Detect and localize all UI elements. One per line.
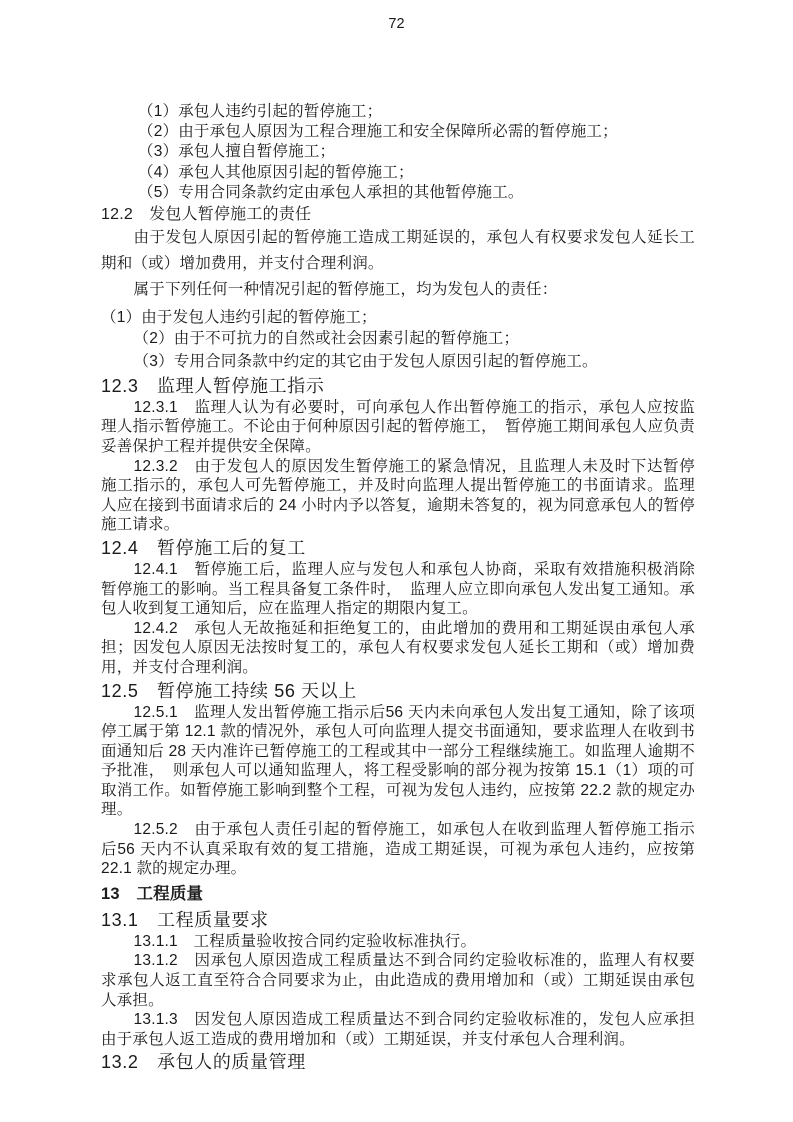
clause-12-3-1: 12.3.1 监理人认为有必要时，可向承包人作出暂停施工的指示，承包人应按监理人指示暂停施工。不论由于何种原因引起的暂停施工， 暂停施工期间承包人应负责妥善保护工程并提供安全保障。	[101, 398, 695, 455]
heading-13-1: 13.1 工程质量要求	[101, 909, 269, 930]
para-12-2-1: 由于发包人原因引起的暂停施工造成工期延误的，承包人有权要求发包人延长工期和（或）增加费用，并支付合理利润。	[101, 229, 695, 273]
owner-list-item-1: （1）由于发包人违约引起的暂停施工；	[101, 309, 377, 327]
list-item-4: （4）承包人其他原因引起的暂停施工；	[138, 163, 414, 181]
clause-13-1-2: 13.1.2 因承包人原因造成工程质量达不到合同约定验收标准的，监理人有权要求承包人返工直至符合合同要求为止，由此造成的费用增加和（或）工期延误由承包人承担。	[101, 952, 695, 1009]
heading-12-5: 12.5 暂停施工持续 56 天以上	[101, 680, 357, 701]
para-12-2-2: 属于下列任何一种情况引起的暂停施工，均为发包人的责任：	[133, 281, 558, 299]
owner-list-item-3: （3）专用合同条款中约定的其它由于发包人原因引起的暂停施工。	[133, 353, 598, 371]
heading-12-3: 12.3 监理人暂停施工指示	[101, 375, 325, 396]
clause-12-4-2: 12.4.2 承包人无故拖延和拒绝复工的，由此增加的费用和工期延误由承包人承担；因发包人原因无法按时复工的，承包人有权要求发包人延长工期和（或）增加费用，并支付合理利润。	[101, 619, 695, 676]
clause-13-1-1: 13.1.1 工程质量验收按合同约定验收标准执行。	[133, 932, 477, 950]
list-item-5: （5）专用合同条款约定由承包人承担的其他暂停施工。	[138, 183, 524, 201]
list-item-2: （2）由于承包人原因为工程合理施工和安全保障所必需的暂停施工；	[138, 123, 618, 141]
clause-12-5-1: 12.5.1 监理人发出暂停施工指示后56 天内未向承包人发出复工通知，除了该项停工属于第 12.1 款的情况外，承包人可向监理人提交书面通知，要求监理人在收到书面通知后 28 天内准许已暂停施工的工程或其中一部分工程继续施工。如监理人逾期不予批准， 则承包人可以通知监理人，将工程受影响的部分视为按第 15.1（1）项的可取消工作。如暂停施工影响到整个工程，可视为发包人违约，应按第 22.2 款的规定办理。	[101, 703, 695, 819]
list-item-3: （3）承包人擅自暂停施工；	[138, 143, 336, 161]
heading-12-2: 12.2 发包人暂停施工的责任	[101, 206, 312, 224]
list-item-1: （1）承包人违约引起的暂停施工；	[138, 103, 383, 120]
clause-13-1-3: 13.1.3 因发包人原因造成工程质量达不到合同约定验收标准的，发包人应承担由于承包人返工造成的费用增加和（或）工期延误，并支付承包人合理利润。	[101, 1011, 695, 1048]
clause-12-5-2: 12.5.2 由于承包人责任引起的暂停施工，如承包人在收到监理人暂停施工指示后56 天内不认真采取有效的复工措施，造成工期延误，可视为承包人违约，应按第 22.1 款的规定办理。	[101, 821, 695, 878]
page-number: 72	[388, 16, 405, 32]
owner-list-item-2: （2）由于不可抗力的自然或社会因素引起的暂停施工；	[133, 329, 520, 347]
heading-12-4: 12.4 暂停施工后的复工	[101, 537, 306, 558]
clause-12-4-1: 12.4.1 暂停施工后，监理人应与发包人和承包人协商，采取有效措施积极消除暂停施工的影响。当工程具备复工条件时， 监理人应立即向承包人发出复工通知。承包人收到复工通知后，应在监理人指定的期限内复工。	[101, 560, 695, 618]
document-content	[101, 102, 695, 1074]
heading-13: 13 工程质量	[101, 884, 204, 903]
clause-12-3-2: 12.3.2 由于发包人的原因发生暂停施工的紧急情况，且监理人未及时下达暂停施工指示的，承包人可先暂停施工，并及时向监理人提出暂停施工的书面请求。监理人应在接到书面请求后的 24 小时内予以答复，逾期未答复的，视为同意承包人的暂停施工请求。	[101, 457, 695, 534]
heading-13-2: 13.2 承包人的质量管理	[101, 1052, 306, 1073]
